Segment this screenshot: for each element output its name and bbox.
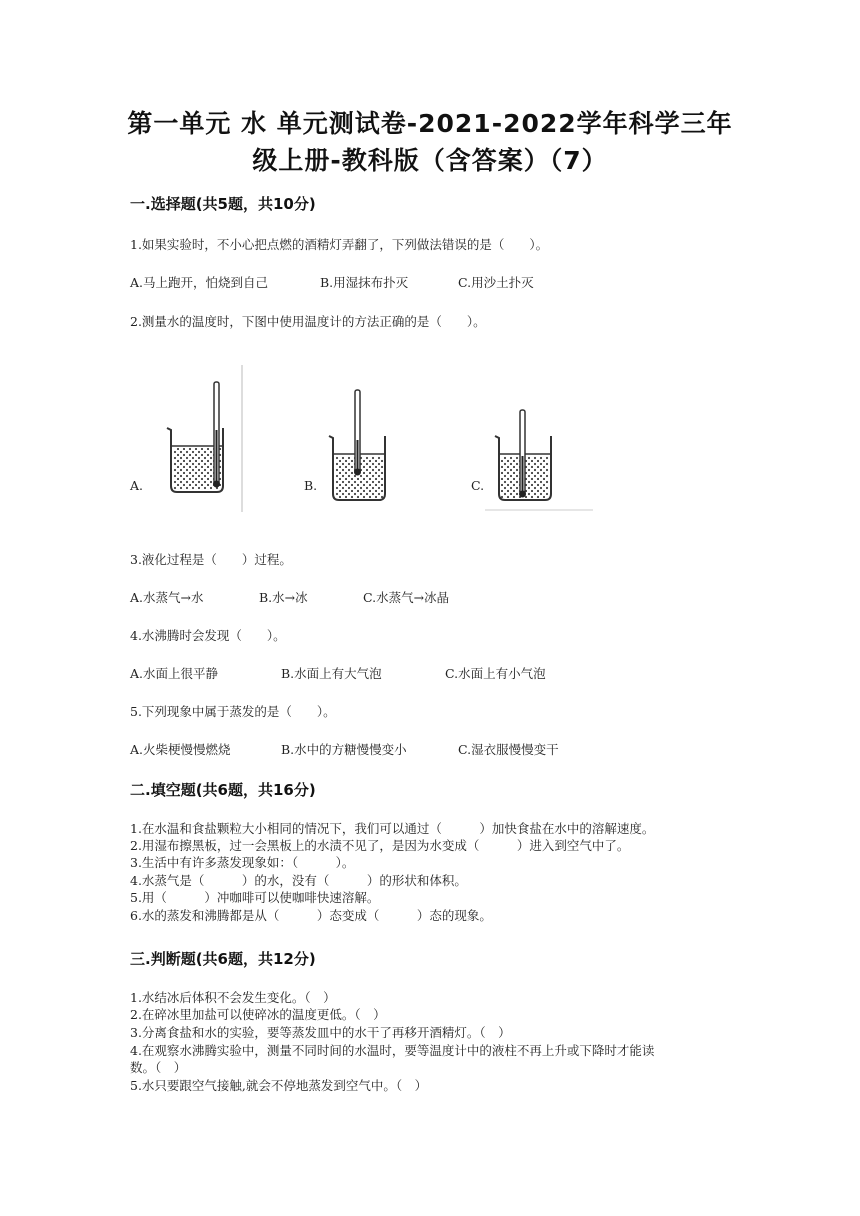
beaker-c — [495, 410, 551, 500]
q5-option-c: C.湿衣服慢慢变干 — [458, 742, 559, 757]
judge-question-1: 1.水结冰后体积不会发生变化。（ ） — [130, 990, 336, 1005]
figure-label-b: B. — [304, 478, 318, 493]
thermometer-figure — [125, 360, 605, 520]
section-heading-fill: 二.填空题(共6题，共16分) — [130, 781, 316, 799]
judge-question-2: 2.在碎冰里加盐可以使碎冰的温度更低。（ ） — [130, 1007, 386, 1022]
title-line-2: 级上册-教科版（含答案）（7） — [252, 146, 608, 175]
section-heading-choice: 一.选择题(共5题，共10分) — [130, 195, 316, 213]
q4-option-b: B.水面上有大气泡 — [281, 666, 382, 681]
question-4: 4.水沸腾时会发现（ ）。 — [130, 628, 286, 643]
fill-question-2: 2.用湿布擦黑板，过一会黑板上的水渍不见了，是因为水变成（ ）进入到空气中了。 — [130, 838, 630, 853]
q3-option-a: A.水蒸气→水 — [130, 590, 204, 605]
beaker-a — [167, 382, 223, 492]
fill-question-5: 5.用（ ）冲咖啡可以使咖啡快速溶解。 — [130, 890, 380, 905]
judge-question-4: 4.在观察水沸腾实验中，测量不同时间的水温时，要等温度计中的液柱不再上升或下降时才能读 — [130, 1043, 655, 1058]
thermometer-c-icon — [519, 410, 526, 498]
q5-option-b: B.水中的方糖慢慢变小 — [281, 742, 407, 757]
judge-question-3: 3.分离食盐和水的实验，要等蒸发皿中的水干了再移开酒精灯。（ ） — [130, 1025, 511, 1040]
q4-option-c: C.水面上有小气泡 — [445, 666, 546, 681]
figure-label-a: A. — [130, 478, 144, 493]
judge-question-4-continued: 数。（ ） — [130, 1060, 187, 1075]
fill-question-6: 6.水的蒸发和沸腾都是从（ ）态变成（ ）态的现象。 — [130, 908, 492, 923]
question-2: 2.测量水的温度时，下图中使用温度计的方法正确的是（ ）。 — [130, 314, 486, 329]
figure-label-c: C. — [471, 478, 485, 493]
question-3: 3.液化过程是（ ）过程。 — [130, 552, 292, 567]
title-line-1: 第一单元 水 单元测试卷-2021-2022学年科学三年 — [127, 109, 733, 138]
q5-option-a: A.火柴梗慢慢燃烧 — [130, 742, 231, 757]
q3-option-b: B.水→冰 — [259, 590, 308, 605]
thermometer-a-icon — [213, 382, 220, 488]
q1-option-b: B.用湿抹布扑灭 — [320, 275, 409, 290]
question-1: 1.如果实验时，不小心把点燃的酒精灯弄翻了，下列做法错误的是（ ）。 — [130, 237, 549, 252]
judge-question-5: 5.水只要跟空气接触,就会不停地蒸发到空气中。（ ） — [130, 1078, 428, 1093]
fill-question-3: 3.生活中有许多蒸发现象如：（ ）。 — [130, 855, 355, 870]
q1-option-a: A.马上跑开，怕烧到自己 — [130, 275, 269, 290]
beaker-b — [329, 390, 385, 500]
section-heading-judge: 三.判断题(共6题，共12分) — [130, 950, 316, 968]
question-5: 5.下列现象中属于蒸发的是（ ）。 — [130, 704, 336, 719]
fill-question-4: 4.水蒸气是（ ）的水，没有（ ）的形状和体积。 — [130, 873, 467, 888]
q3-option-c: C.水蒸气→冰晶 — [363, 590, 450, 605]
fill-question-1: 1.在水温和食盐颗粒大小相同的情况下，我们可以通过（ ）加快食盐在水中的溶解速度。 — [130, 821, 655, 836]
q1-option-c: C.用沙土扑灭 — [458, 275, 534, 290]
q4-option-a: A.水面上很平静 — [130, 666, 219, 681]
thermometer-b-icon — [354, 390, 361, 476]
